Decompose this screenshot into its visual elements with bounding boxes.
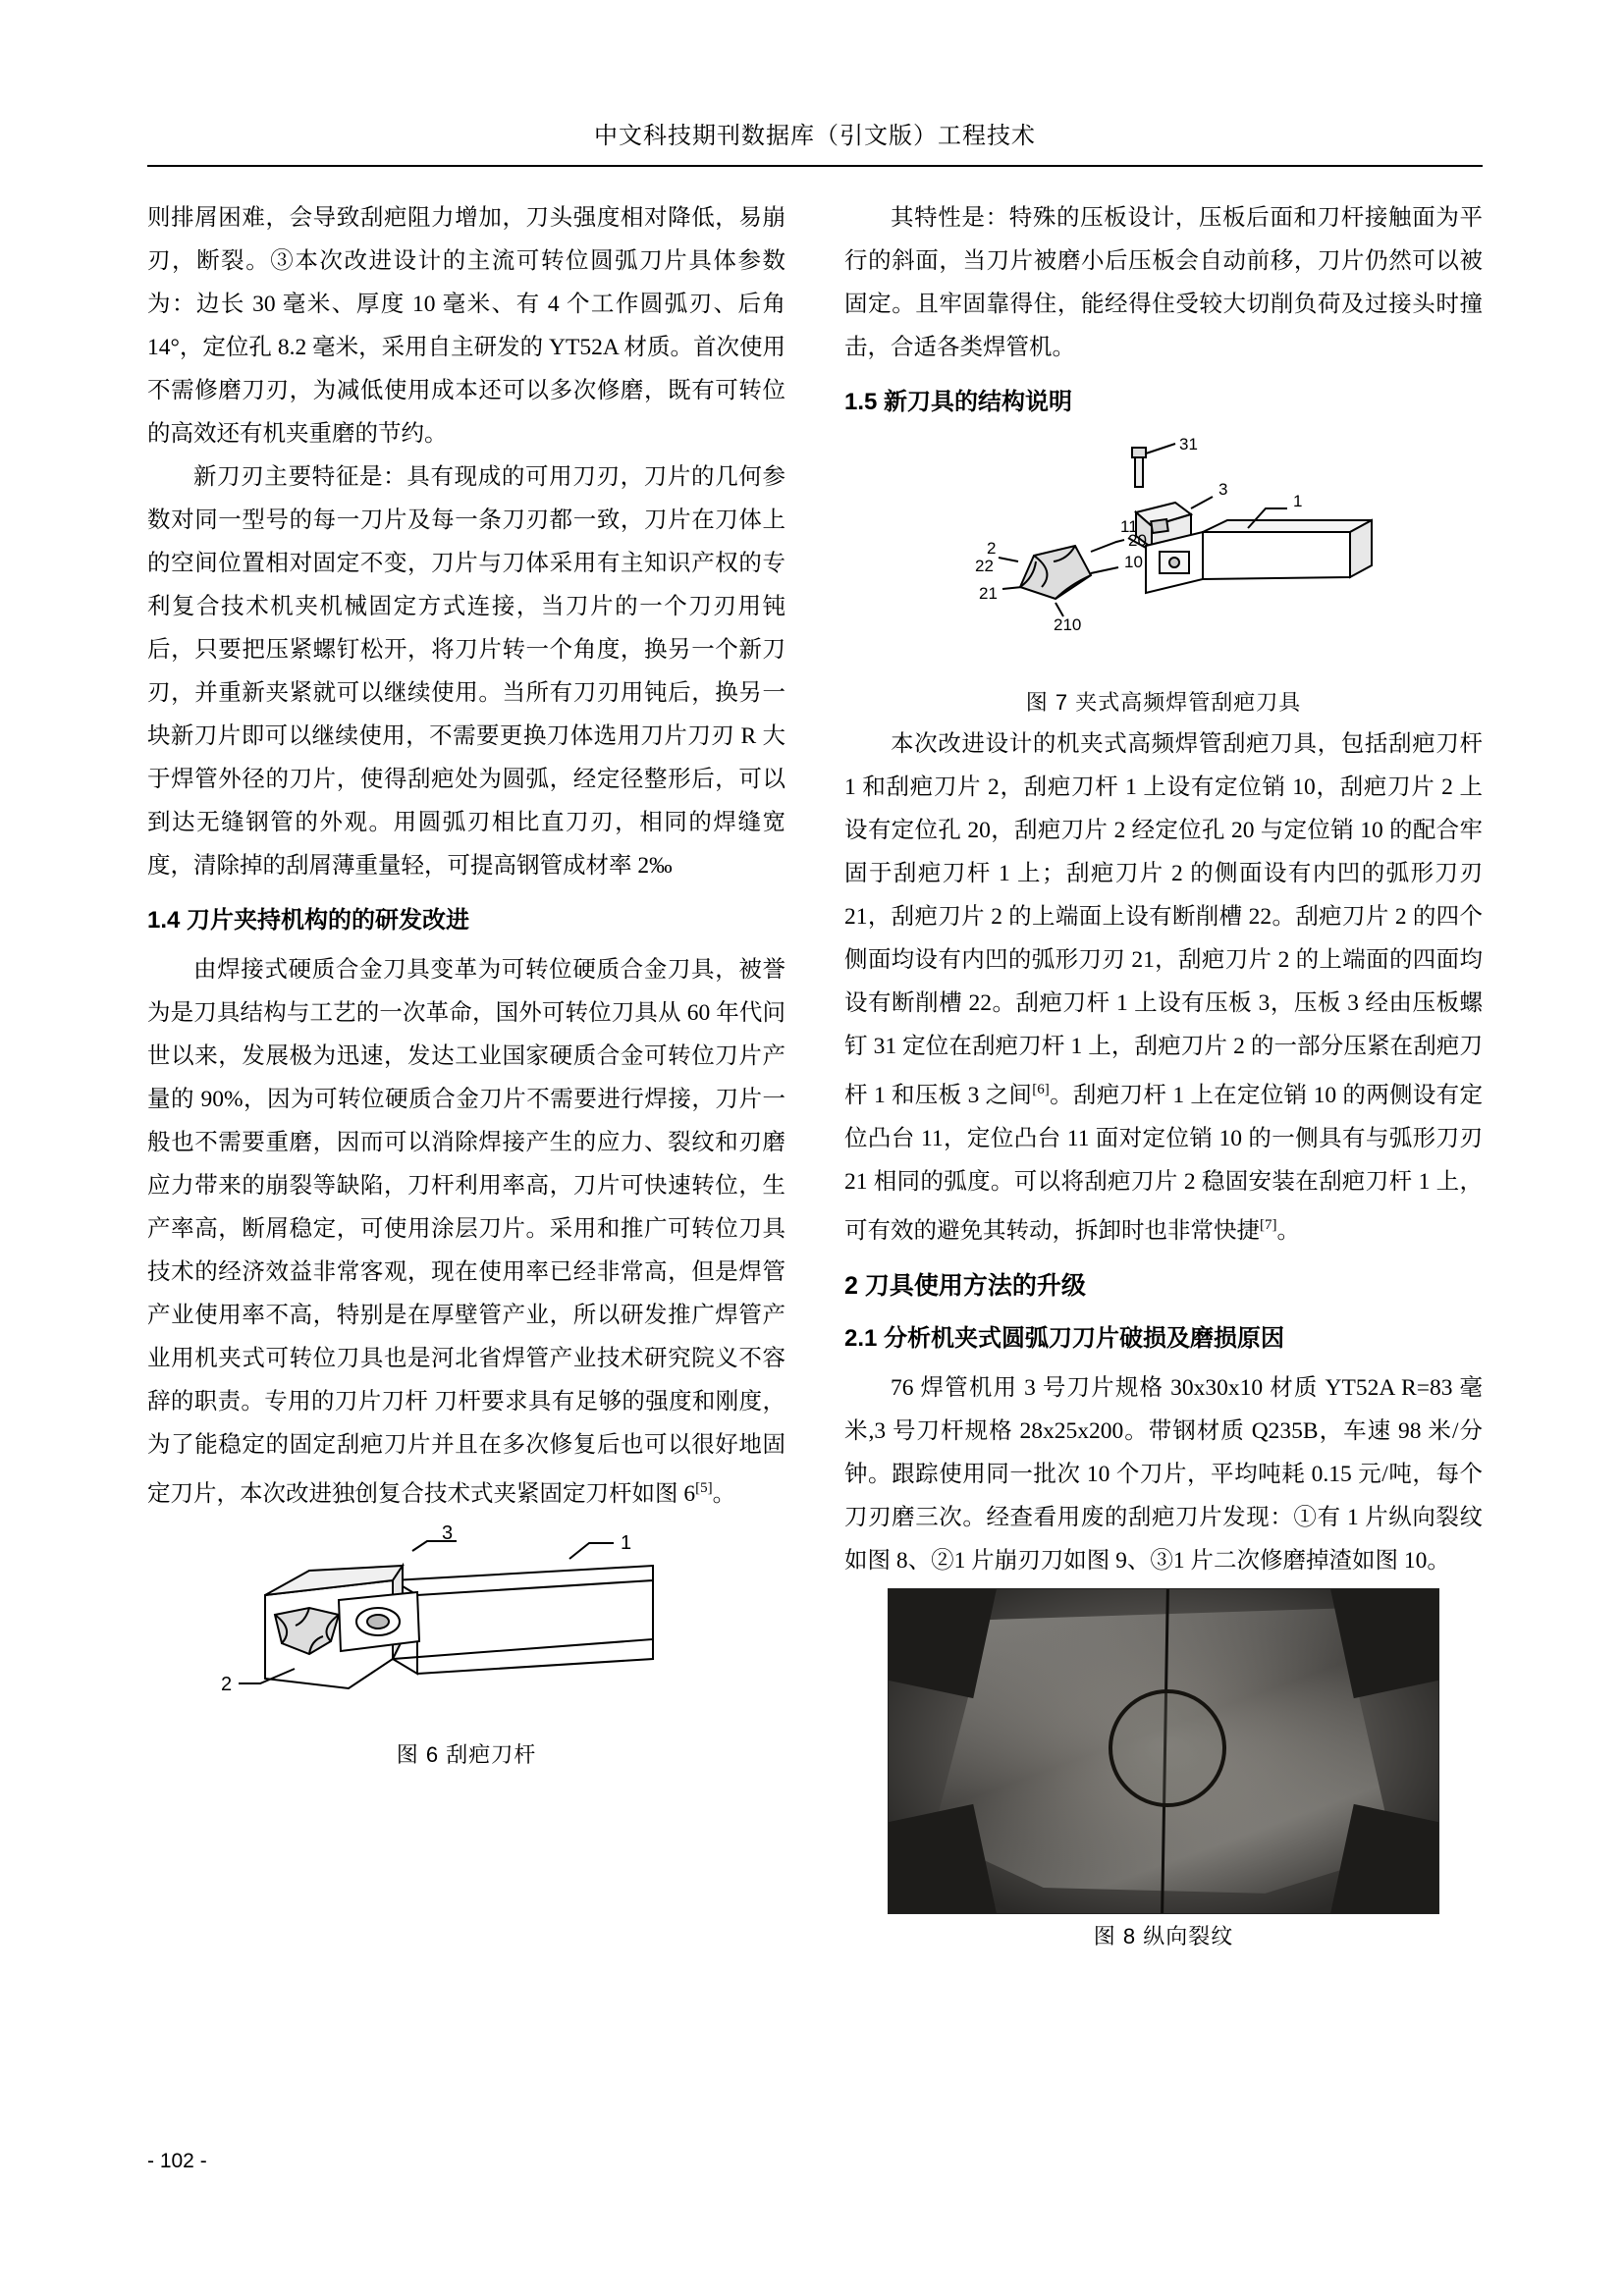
figure-8 xyxy=(844,1588,1483,1950)
section-heading-2-1: 2.1 分析机夹式圆弧刀刀片破损及磨损原因 xyxy=(844,1324,1285,1352)
figure-7-label-2: 2 xyxy=(987,539,997,558)
locating-hole xyxy=(1109,1689,1226,1807)
figure-7-label-10: 10 xyxy=(1124,553,1143,571)
figure-7-label-210: 210 xyxy=(1054,615,1082,634)
right-column xyxy=(844,196,1483,1956)
paragraph-tail: 。 xyxy=(712,1480,736,1507)
section-heading-2: 2 刀具使用方法的升级 xyxy=(844,1271,1086,1300)
figure-7-label-11: 11 xyxy=(1120,517,1138,536)
page-number: - 102 - xyxy=(147,2150,207,2172)
figure-6-label-1: 1 xyxy=(621,1531,632,1554)
figure-8-photo xyxy=(888,1588,1439,1914)
paragraph xyxy=(844,722,1483,1253)
paragraph-text: 由焊接式硬质合金刀具变革为可转位硬质合金刀具，被誉为是刀具结构与工艺的一次革命，国外可转位刀具从 60 年代问世以来，发展极为迅速，发达工业国家硬质合金可转位刀片产量的 90%，因为可转位硬质合金刀片不需要进行焊接，刀片一般也不需要重磨，因而可以消除焊接产生的应力、裂纹和刃磨应力带来的崩裂等缺陷，刀杆利用率高，刀片可快速转位，生产率高，断屑稳定，可使用涂层刀片。采用和推广可转位刀具技术的经济效益非常客观，现在使用率已经非常高，但是焊管产业使用率不高，特别是在厚壁管产业，所以研发推广焊管产业用机夹式可转位刀具也是河北省焊管产业技术研究院义不容辞的职责。专用的刀片刀杆 刀杆要求具有足够的强度和刚度，为了能稳定的固定刮疤刀片并且在多次修复后也可以很好地固定刀片，本次改进独创复合技术式夹紧固定刀杆如图 6 xyxy=(147,957,785,1507)
figure-7-label-21: 21 xyxy=(979,584,998,603)
header-divider xyxy=(147,165,1483,167)
figure-7-label-20: 20 xyxy=(1128,531,1147,550)
figure-7-label-1: 1 xyxy=(1293,492,1303,510)
two-column-body xyxy=(147,196,1483,1956)
photo-corner xyxy=(888,1803,998,1913)
paragraph-text: 本次改进设计的机夹式高频焊管刮疤刀具，包括刮疤刀杆 1 和刮疤刀片 2，刮疤刀杆 1 上设有定位销 10，刮疤刀片 2 上设有定位孔 20，刮疤刀片 2 经定位孔 20 与定位销 10 的配合牢固于刮疤刀杆 1 上；刮疤刀片 2 的侧面设有内凹的弧形刀刃 21，刮疤刀片 2 的上端面上设有断削槽 22。刮疤刀片 2 的四个侧面均设有内凹的弧形刀刃 21，刮疤刀片 2 的上端面的四面均设有断削槽 22。刮疤刀杆 1 上设有压板 3，压板 3 经由压板螺钉 31 定位在刮疤刀杆 1 上，刮疤刀片 2 的一部分压紧在刮疤刀杆 1 和压板 3 之间 xyxy=(844,731,1483,1108)
photo-corner xyxy=(1329,1588,1439,1698)
photo-corner xyxy=(1329,1803,1439,1913)
reference-marker: [6] xyxy=(1032,1082,1050,1097)
figure-6-caption: 图 6 刮疤刀杆 xyxy=(396,1741,537,1767)
left-column xyxy=(147,196,785,1956)
paragraph-text: 。刮疤刀杆 1 上在定位销 10 的两侧设有定位凸台 11，定位凸台 11 面对定位销 10 的一侧具有与弧形刀刃 21 相同的弧度。可以将刮疤刀片 2 稳固安装在刮疤刀杆 1 上，可有效的避免其转动，拆卸时也非常快捷 xyxy=(844,1082,1483,1244)
page-header: 中文科技期刊数据库（引文版）工程技术 xyxy=(594,124,1036,149)
reference-marker: [7] xyxy=(1260,1216,1277,1233)
figure-7-label-31: 31 xyxy=(1179,435,1198,454)
figure-7-label-22: 22 xyxy=(975,557,994,575)
figure-7-label-3: 3 xyxy=(1218,480,1228,499)
paragraph xyxy=(147,948,785,1516)
section-heading-1-4: 1.4 刀片夹持机构的的研发改进 xyxy=(147,907,470,934)
photo-corner xyxy=(888,1588,998,1698)
figure-6-label-3: 3 xyxy=(442,1522,454,1544)
paragraph: 新刀刃主要特征是：具有现成的可用刀刃，刀片的几何参数对同一型号的每一刀片及每一条刀刃都一致，刀片在刀体上的空间位置相对固定不变，刀片与刀体采用有主知识产权的专利复合技术机夹机械固定方式连接，当刀片的一个刀刃用钝后，只要把压紧螺钉松开，将刀片转一个角度，换另一个新刀刃，并重新夹紧就可以继续使用。当所有刀刃用钝后，换另一块新刀片即可以继续使用，不需要更换刀体选用刀片刀刃 R 大于焊管外径的刀片，使得刮疤处为圆弧，经定径整形后，可以到达无缝钢管的外观。用圆弧刃相比直刀刃，相同的焊缝宽度，清除掉的刮屑薄重量轻，可提高钢管成材率 2‰ xyxy=(147,464,785,879)
paragraph: 76 焊管机用 3 号刀片规格 30x30x10 材质 YT52A R=83 毫米,3 号刀杆规格 28x25x200。带钢材质 Q235B，车速 98 米/分钟。跟踪使用同一批次 10 个刀片，平均吨耗 0.15 元/吨，每个刀刃磨三次。经查看用废的刮疤刀片发现：①有 1 片纵向裂纹如图 8、②1 片崩刃刀如图 9、③1 片二次修磨掉渣如图 10。 xyxy=(844,1374,1483,1574)
reference-marker: [5] xyxy=(695,1480,713,1496)
figure-6 xyxy=(147,1522,785,1769)
figure-6-label-2: 2 xyxy=(221,1673,233,1695)
paragraph: 则排屑困难，会导致刮疤阻力增加，刀头强度相对降低，易崩刃，断裂。③本次改进设计的主流可转位圆弧刀片具体参数为：边长 30 毫米、厚度 10 毫米、有 4 个工作圆弧刃、后角 14°，定位孔 8.2 毫米，采用自主研发的 YT52A 材质。首次使用不需修磨刀刃，为减低使用成本还可以多次修磨，既有可转位的高效还有机夹重磨的节约。 xyxy=(147,205,785,447)
figure-8-caption: 图 8 纵向裂纹 xyxy=(1093,1923,1234,1949)
section-heading-1-5: 1.5 新刀具的结构说明 xyxy=(844,389,1073,415)
figure-7 xyxy=(844,430,1483,717)
figure-7-caption: 图 7 夹式高频焊管刮疤刀具 xyxy=(1025,690,1302,715)
paragraph: 其特性是：特殊的压板设计，压板后面和刀杆接触面为平行的斜面，当刀片被磨小后压板会自动前移，刀片仍然可以被固定。且牢固靠得住，能经得住受较大切削负荷及过接头时撞击，合适各类焊管机。 xyxy=(844,205,1483,360)
figure-6-drawing xyxy=(191,1522,741,1728)
paragraph-tail: 。 xyxy=(1276,1217,1300,1244)
figure-7-drawing xyxy=(889,430,1438,675)
